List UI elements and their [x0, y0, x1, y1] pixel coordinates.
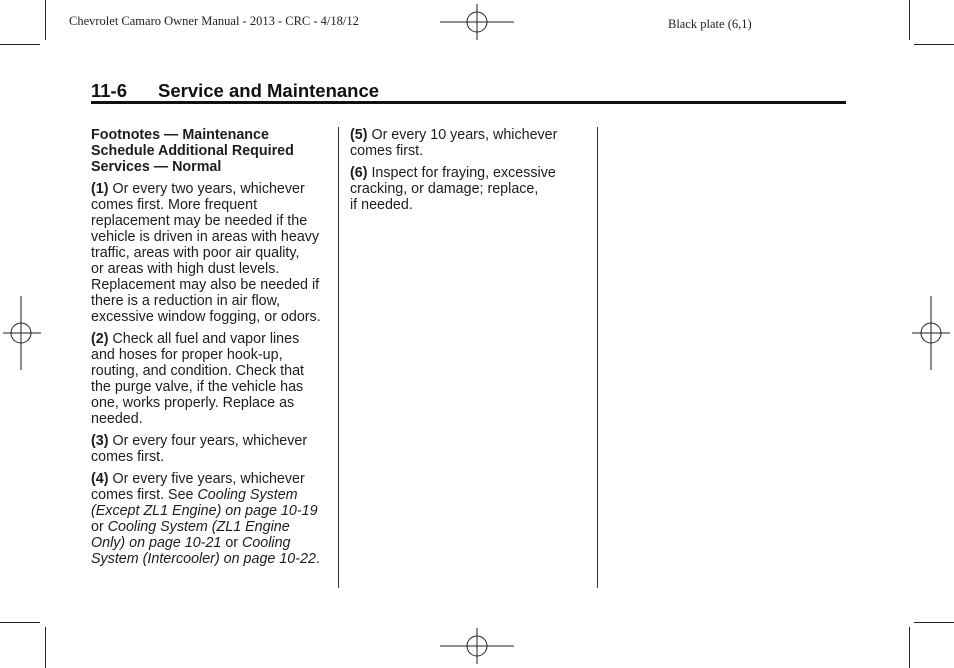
crop-mark-top-left-h — [0, 44, 40, 45]
heading-line: Services — Normal — [91, 159, 222, 175]
footnote-4 — [91, 471, 331, 567]
footnote-text: comes first. — [350, 143, 424, 159]
cross-reference-link[interactable]: Cooling System (ZL1 Engine — [107, 519, 290, 535]
column-divider-2 — [597, 127, 598, 588]
footnote-2 — [91, 331, 331, 427]
column-left — [91, 127, 331, 573]
footnote-text: and hoses for proper hook-up, — [91, 347, 283, 363]
crop-mark-top-right-v — [909, 0, 910, 40]
footnote-text: if needed. — [350, 197, 413, 213]
cross-reference-link[interactable]: System (Intercooler) on page 10-22 — [91, 551, 316, 567]
footnote-label: (1) — [91, 181, 109, 197]
footnote-text: there is a reduction in air flow, — [91, 293, 281, 309]
footnote-text: or areas with high dust levels. — [91, 261, 280, 277]
column-middle — [350, 127, 590, 219]
registration-mark-right — [912, 296, 950, 370]
cross-reference-link[interactable]: Cooling — [242, 535, 291, 551]
crop-mark-top-left-v — [45, 0, 46, 40]
footnote-text: comes first. More frequent — [91, 197, 258, 213]
crop-mark-top-right-h — [914, 44, 954, 45]
footnote-text: needed. — [91, 411, 143, 427]
cross-reference-link[interactable]: Only) on page 10-21 — [91, 535, 222, 551]
footnote-text: Or every four years, whichever — [108, 433, 308, 449]
footnote-text: Or every two years, whichever — [108, 181, 305, 197]
footnote-text: . — [315, 551, 320, 567]
section-rule — [91, 101, 846, 104]
footnote-text: Check all fuel and vapor lines — [108, 331, 300, 347]
footnote-text: vehicle is driven in areas with heavy — [91, 229, 320, 245]
footnote-text: Or every 10 years, whichever — [367, 127, 558, 143]
footnote-text: comes first. See — [91, 487, 198, 503]
registration-mark-top — [440, 4, 514, 40]
footnote-label: (2) — [91, 331, 109, 347]
crop-mark-bottom-left-v — [45, 627, 46, 668]
footnote-6 — [350, 165, 590, 213]
column-divider-1 — [338, 127, 339, 588]
crop-mark-bottom-right-h — [914, 622, 954, 623]
footnote-text: one, works properly. Replace as — [91, 395, 295, 411]
footnote-text: excessive window fogging, or odors. — [91, 309, 321, 325]
footnote-label: (5) — [350, 127, 368, 143]
footnote-1 — [91, 181, 331, 325]
footnote-text: Replacement may also be needed if — [91, 277, 320, 293]
crop-mark-bottom-left-h — [0, 622, 40, 623]
footnotes-heading — [91, 127, 331, 175]
heading-line: Schedule Additional Required — [91, 143, 294, 159]
footnote-text: or — [91, 519, 108, 535]
registration-mark-left — [3, 296, 41, 370]
footnote-text: or — [221, 535, 243, 551]
footnote-label: (3) — [91, 433, 109, 449]
footnote-text: replacement may be needed if the — [91, 213, 308, 229]
registration-mark-bottom — [440, 628, 514, 664]
page-number: 11-6 — [91, 80, 128, 101]
footnote-text: routing, and condition. Check that — [91, 363, 305, 379]
cross-reference-link[interactable]: Cooling System — [197, 487, 298, 503]
footnote-text: comes first. — [91, 449, 165, 465]
footnote-text: the purge valve, if the vehicle has — [91, 379, 304, 395]
footnote-text: traffic, areas with poor air quality, — [91, 245, 300, 261]
footnote-label: (4) — [91, 471, 109, 487]
footnote-label: (6) — [350, 165, 368, 181]
footnote-text: cracking, or damage; replace, — [350, 181, 539, 197]
print-meta-right: Black plate (6,1) — [668, 17, 752, 31]
crop-mark-bottom-right-v — [909, 627, 910, 668]
section-title: Service and Maintenance — [158, 80, 380, 101]
cross-reference-link[interactable]: (Except ZL1 Engine) on page 10-19 — [91, 503, 318, 519]
footnote-5 — [350, 127, 590, 159]
footnote-text: Or every five years, whichever — [108, 471, 305, 487]
footnote-3 — [91, 433, 331, 465]
heading-line: Footnotes — Maintenance — [91, 127, 269, 143]
print-meta-left: Chevrolet Camaro Owner Manual - 2013 - CRC - 4/18/12 — [69, 14, 359, 28]
footnote-text: Inspect for fraying, excessive — [367, 165, 556, 181]
